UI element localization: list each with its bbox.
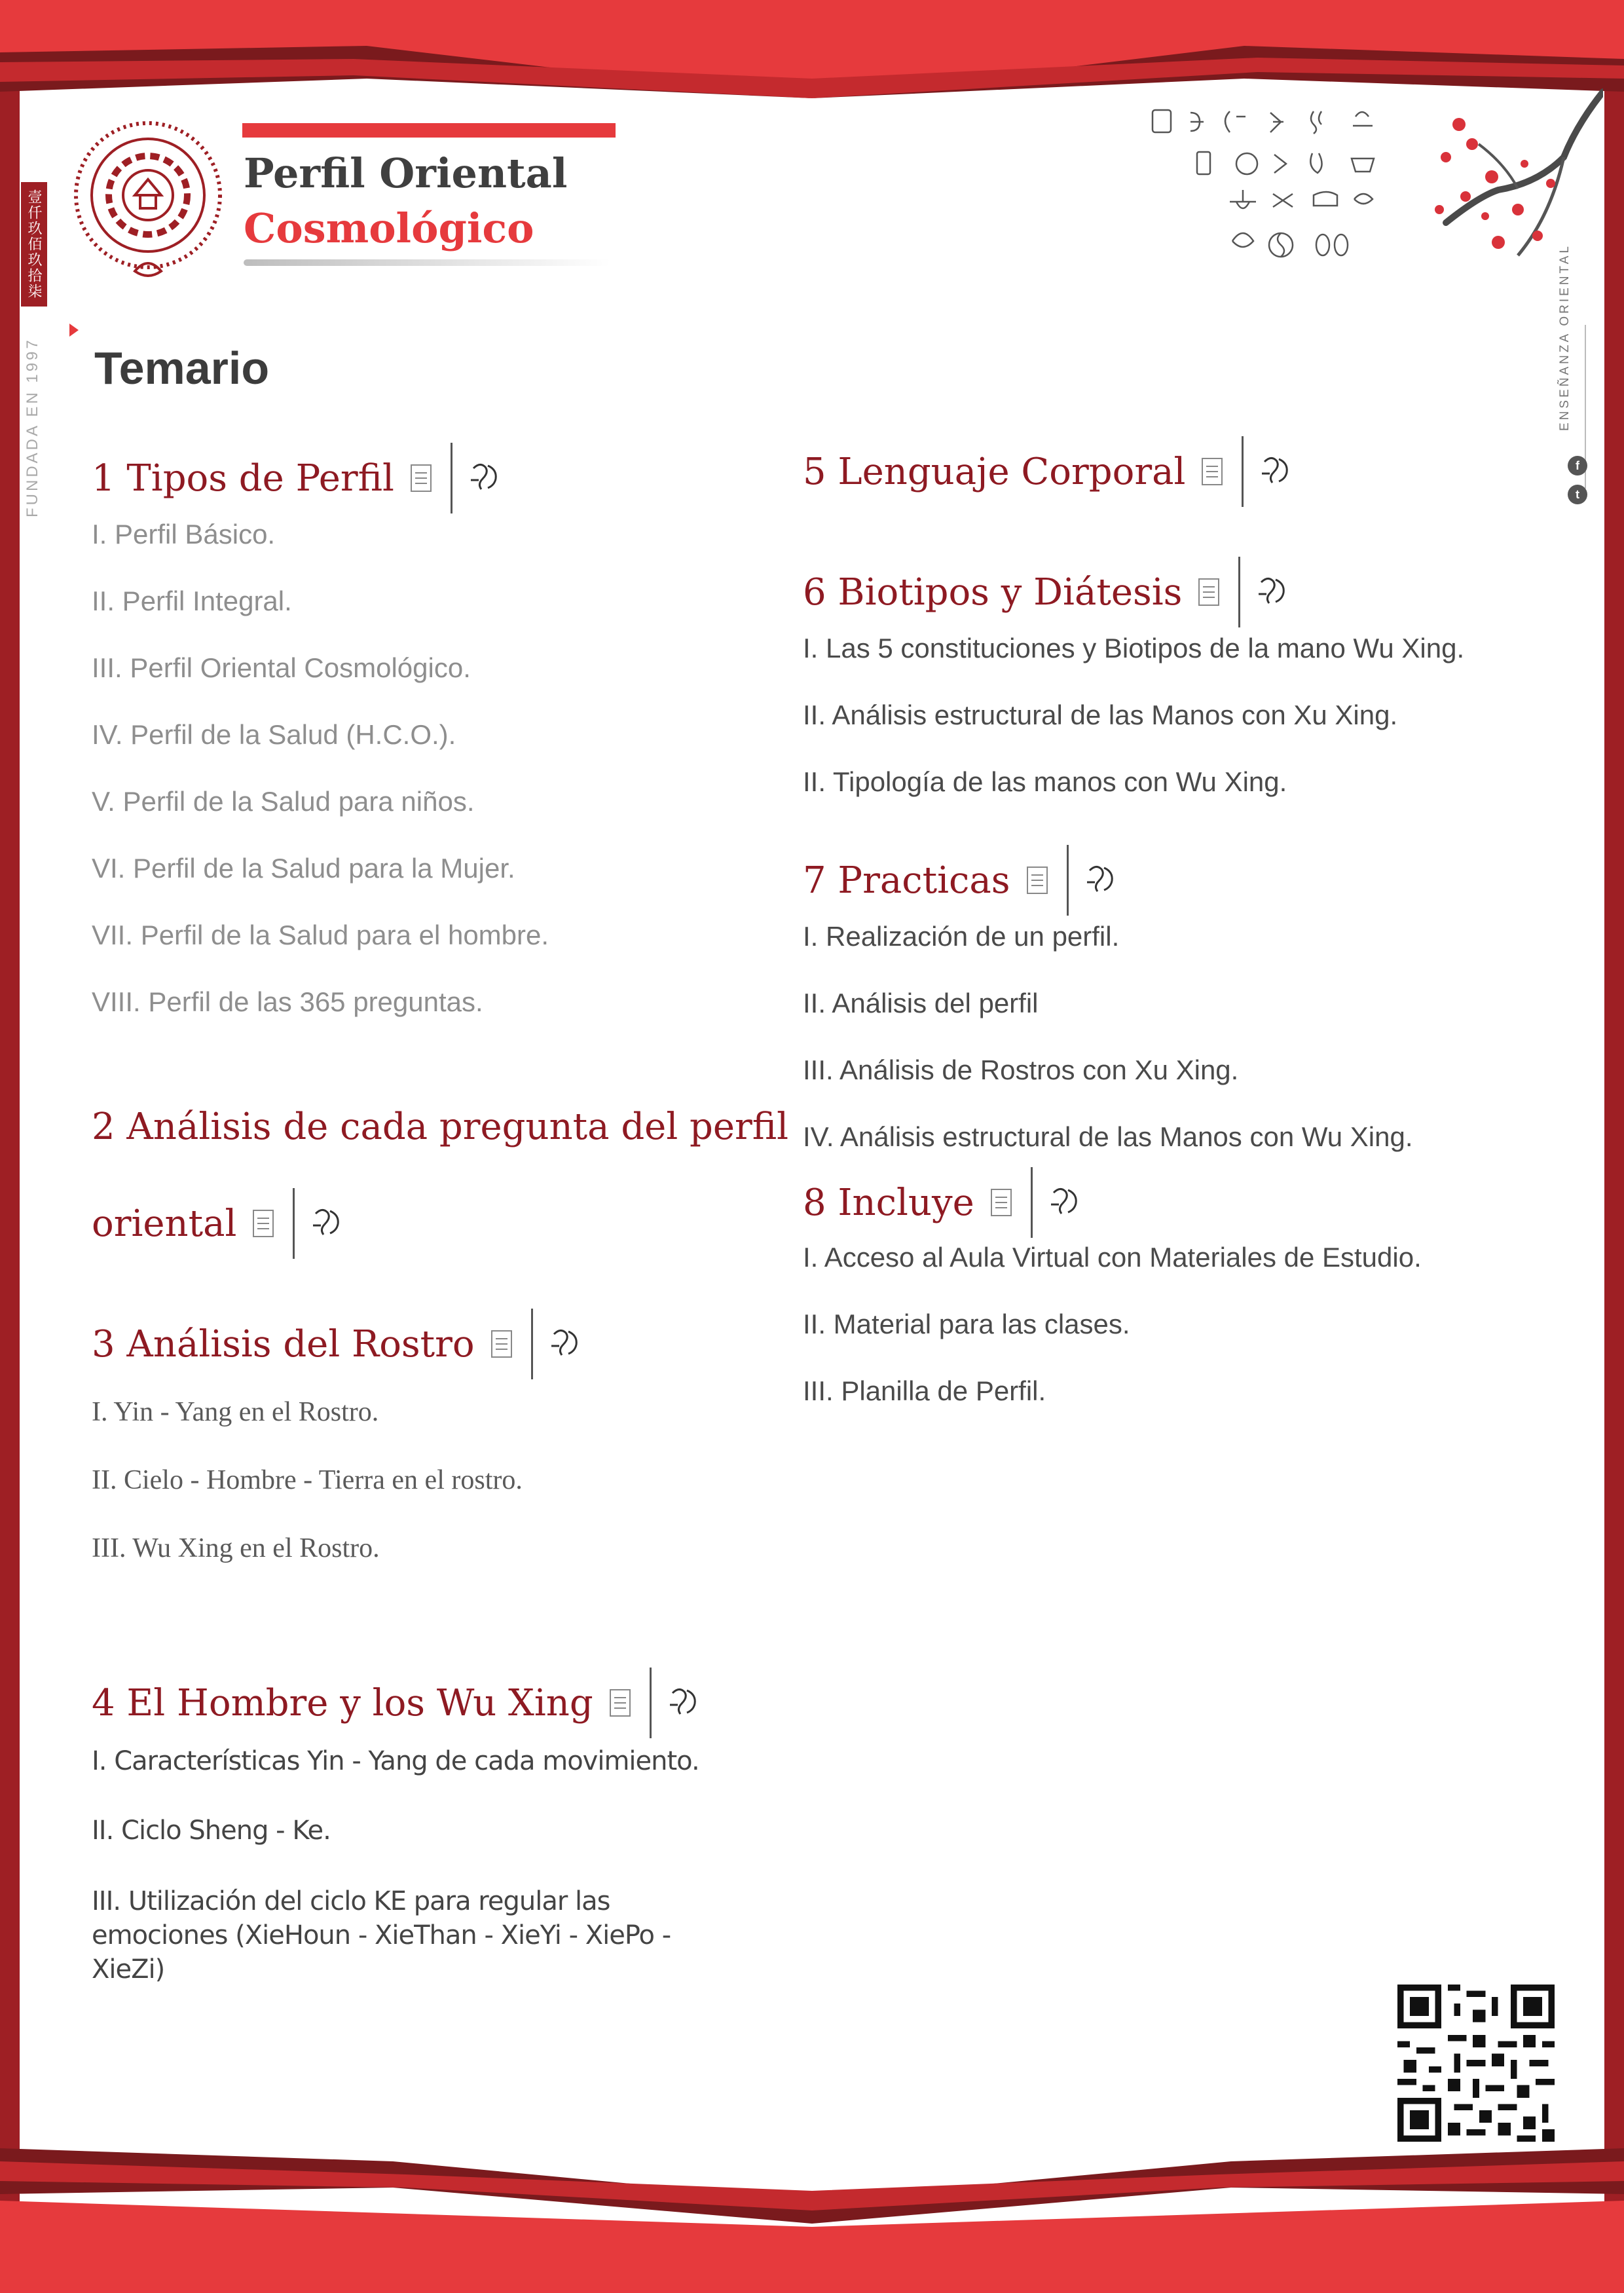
s3-item-1: I. Yin - Yang en el Rostro. [92, 1397, 379, 1427]
ear-icon[interactable] [310, 1206, 346, 1241]
section-2-title-line1: 2 Análisis de cada pregunta del perfil [92, 1106, 789, 1148]
section-4-title: 4 El Hombre y los Wu Xing [92, 1681, 593, 1724]
ear-icon[interactable] [1259, 454, 1295, 489]
heading-separator [1242, 436, 1244, 507]
section-5-heading [803, 436, 1295, 507]
brand-accent-bar [242, 123, 616, 138]
heading-separator [1238, 557, 1240, 627]
ear-icon[interactable] [549, 1326, 584, 1362]
s3-item-3: III. Wu Xing en el Rostro. [92, 1533, 380, 1563]
s7-item-2: II. Análisis del perfil [803, 988, 1039, 1018]
section-6-title: 6 Biotipos y Diátesis [803, 570, 1183, 614]
heading-separator [650, 1668, 652, 1738]
section-1-title: 1 Tipos de Perfil [92, 457, 394, 500]
s1-item-5: V. Perfil de la Salud para niños. [92, 786, 475, 817]
s1-item-1: I. Perfil Básico. [92, 519, 276, 550]
s6-item-1: I. Las 5 constituciones y Biotipos de la mano Wu Xing. [803, 633, 1465, 663]
s6-item-2: II. Análisis estructural de las Manos con Xu Xing. [803, 699, 1398, 730]
document-icon[interactable] [609, 1688, 631, 1717]
s1-item-6: VI. Perfil de la Salud para la Mujer. [92, 853, 515, 884]
therapy-icons-grid [1145, 103, 1393, 274]
page-title: Temario [94, 343, 270, 394]
founded-label: FUNDADA EN 1997 [24, 337, 41, 517]
s8-item-3: III. Planilla de Perfil. [803, 1375, 1046, 1406]
document-icon[interactable] [1201, 457, 1223, 486]
ear-icon[interactable] [1256, 574, 1291, 610]
ear-icon[interactable] [1084, 863, 1120, 898]
heading-separator [451, 443, 452, 513]
right-vertical-label: ENSEÑANZA ORIENTAL [1558, 244, 1572, 431]
twitter-icon[interactable]: t [1568, 485, 1587, 504]
s1-item-8: VIII. Perfil de las 365 preguntas. [92, 986, 483, 1017]
s3-item-2: II. Cielo - Hombre - Tierra en el rostro. [92, 1465, 523, 1495]
document-icon[interactable] [1026, 866, 1048, 895]
heading-separator [531, 1309, 533, 1379]
s1-item-2: II. Perfil Integral. [92, 586, 292, 616]
s1-item-4: IV. Perfil de la Salud (H.C.O.). [92, 719, 456, 750]
heading-separator [293, 1188, 295, 1259]
section-2-heading [92, 1188, 346, 1259]
document-icon[interactable] [252, 1209, 274, 1238]
section-7-title: 7 Practicas [803, 859, 1010, 902]
ear-icon[interactable] [667, 1685, 703, 1721]
section-8-title: 8 Incluye [803, 1181, 974, 1224]
qr-code[interactable] [1397, 1985, 1555, 2142]
s7-item-3: III. Análisis de Rostros con Xu Xing. [803, 1054, 1239, 1085]
s6-item-3: II. Tipología de las manos con Wu Xing. [803, 766, 1287, 797]
s4-item-3-line3: XieZi) [92, 1954, 165, 1985]
s4-item-2: II. Ciclo Sheng - Ke. [92, 1816, 331, 1846]
document-icon[interactable] [1198, 578, 1220, 606]
s4-item-3-line1: III. Utilización del ciclo KE para regular las [92, 1886, 610, 1916]
heading-separator [1067, 845, 1069, 916]
heading-separator [1031, 1167, 1033, 1238]
facebook-icon[interactable]: f [1568, 456, 1587, 475]
section-5-title: 5 Lenguaje Corporal [803, 450, 1186, 493]
s1-item-3: III. Perfil Oriental Cosmológico. [92, 652, 471, 683]
s8-item-2: II. Material para las clases. [803, 1309, 1130, 1339]
brand-underline [244, 259, 610, 266]
document-icon[interactable] [410, 464, 432, 493]
s1-item-7: VII. Perfil de la Salud para el hombre. [92, 920, 549, 950]
section-8-heading [803, 1167, 1084, 1238]
s7-item-4: IV. Análisis estructural de las Manos con Wu Xing. [803, 1121, 1413, 1152]
section-6-heading [803, 557, 1291, 627]
section-2-title-line2: oriental [92, 1202, 237, 1245]
section-3-heading [92, 1309, 584, 1379]
section-4-heading [92, 1668, 703, 1738]
red-marker [69, 324, 79, 337]
section-7-heading [803, 845, 1120, 916]
s4-item-3-line2: emociones (XieHoun - XieThan - XieYi - XiePo - [92, 1920, 671, 1950]
section-3-title: 3 Análisis del Rostro [92, 1322, 475, 1366]
section-1-heading [92, 443, 504, 513]
school-seal-logo [63, 117, 233, 287]
ear-icon[interactable] [468, 460, 504, 496]
s7-item-1: I. Realización de un perfil. [803, 921, 1120, 952]
cherry-blossom-branch [1420, 85, 1603, 275]
document-icon[interactable] [490, 1330, 513, 1358]
ear-icon[interactable] [1048, 1185, 1084, 1220]
document-icon[interactable] [990, 1188, 1012, 1217]
brand-title-line1: Perfil Oriental [244, 149, 568, 197]
chinese-year-tag: 壹仟玖佰玖拾柒 [21, 182, 47, 307]
s4-item-1: I. Características Yin - Yang de cada movimiento. [92, 1746, 699, 1776]
s8-item-1: I. Acceso al Aula Virtual con Materiales de Estudio. [803, 1242, 1422, 1273]
brand-title-line2: Cosmológico [244, 204, 534, 252]
